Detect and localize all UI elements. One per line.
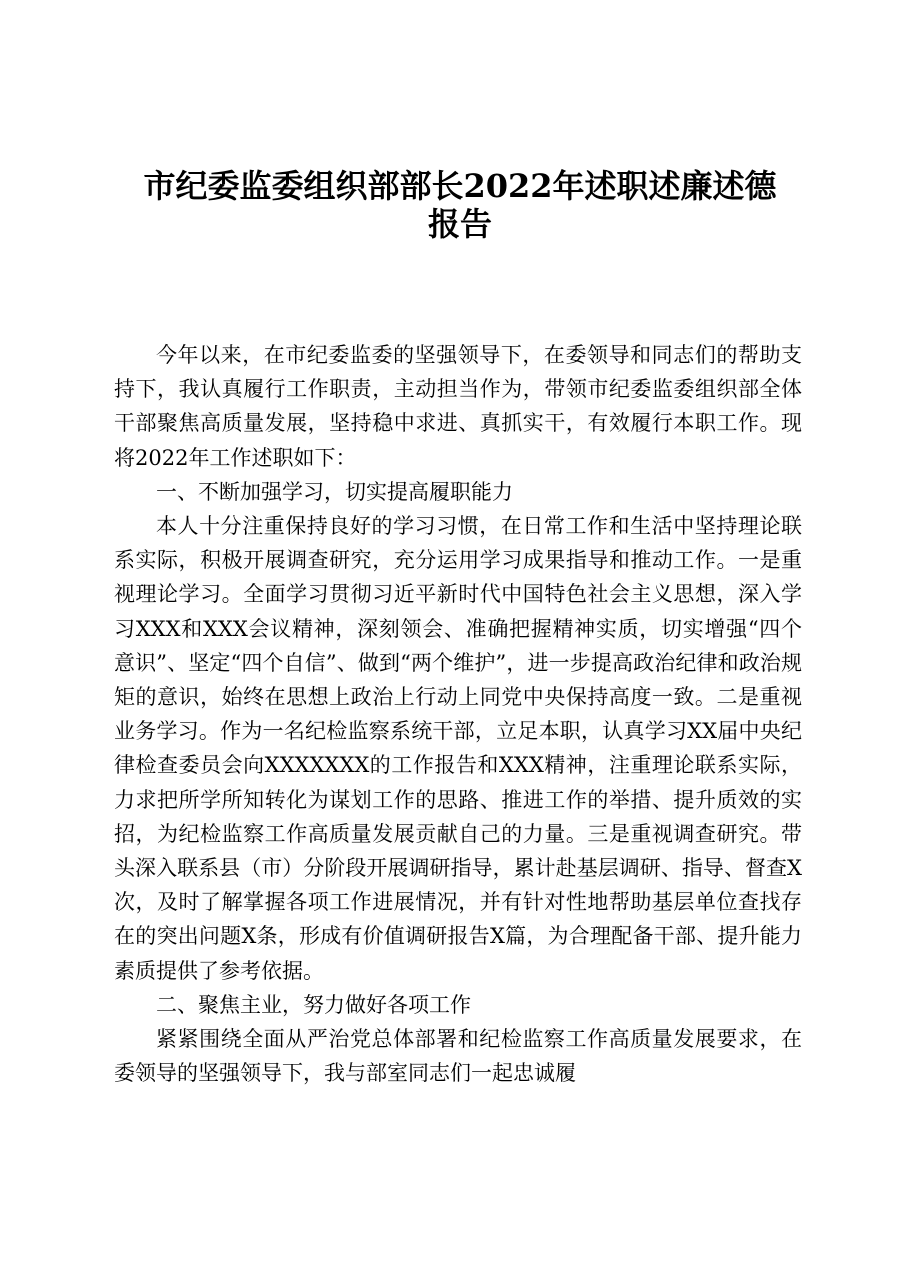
paragraph-main-work: 紧紧围绕全面从严治党总体部署和纪检监察工作高质量发展要求，在委领导的坚强领导下，我与部室同志们一起忠诚履	[114, 1027, 802, 1086]
paragraph-study: 本人十分注重保持良好的学习习惯，在日常工作和生活中坚持理论联系实际，积极开展调查研究，充分运用学习成果指导和推动工作。一是重视理论学习。全面学习贯彻习近平新时代中国特色社会主义思想，深入学习XXX和XXX会议精神，深刻领会、准确把握精神实质，切实增强“四个意识”、坚定“四个自信”、做到“两个维护”，进一步提高政治纪律和政治规矩的意识，始终在思想上政治上行动上同党中央保持高度一致。二是重视业务学习。作为一名纪检监察系统干部，立足本职，认真学习XX届中央纪律检查委员会向XXXXXXX的工作报告和XXX精神，注重理论联系实际，力求把所学所知转化为谋划工作的思路、推进工作的举措、提升质效的实招，为纪检监察工作高质量发展贡献自己的力量。三是重视调查研究。带头深入联系县（市）分阶段开展调研指导，累计赴基层调研、指导、督查X次，及时了解掌握各项工作进展情况，并有针对性地帮助基层单位查找存在的突出问题X条，形成有价值调研报告X篇，为合理配备干部、提升能力素质提供了参考依据。	[114, 514, 802, 983]
document-title-line-2: 报告	[427, 205, 492, 243]
document-body	[114, 338, 802, 1090]
section-heading-1: 一、不断加强学习，切实提高履职能力	[156, 479, 513, 504]
section-heading-2: 二、聚焦主业，努力做好各项工作	[156, 992, 471, 1017]
paragraph-intro: 今年以来，在市纪委监委的坚强领导下，在委领导和同志们的帮助支持下，我认真履行工作职责，主动担当作为，带领市纪委监委组织部全体干部聚焦高质量发展，坚持稳中求进、真抓实干，有效履行本职工作。现将2022年工作述职如下：	[114, 343, 802, 470]
document-title-line-1: 市纪委监委组织部部长2022年述职述廉述德	[143, 167, 777, 205]
